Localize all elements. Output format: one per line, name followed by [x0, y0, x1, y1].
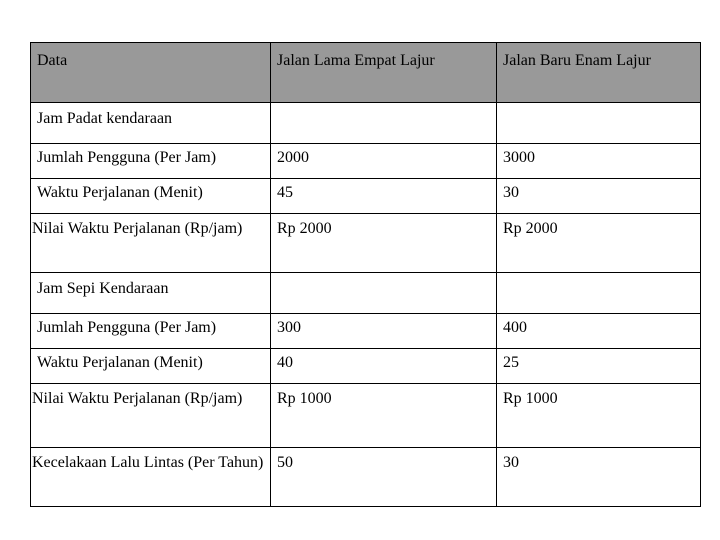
value-new: 400 — [497, 314, 701, 349]
comparison-table-container — [30, 42, 701, 507]
value-new: 30 — [497, 448, 701, 507]
row-label: Waktu Perjalanan (Menit) — [31, 349, 271, 384]
empty-cell — [497, 103, 701, 144]
table-row — [31, 179, 701, 214]
header-row — [31, 43, 701, 103]
section-row — [31, 273, 701, 314]
value-new: Rp 2000 — [497, 214, 701, 273]
value-new: Rp 1000 — [497, 384, 701, 448]
section-title-offpeak: Jam Sepi Kendaraan — [31, 273, 271, 314]
value-old: Rp 2000 — [271, 214, 497, 273]
value-new: 3000 — [497, 144, 701, 179]
row-label: Nilai Waktu Perjalanan (Rp/jam) — [31, 214, 271, 273]
value-old: 50 — [271, 448, 497, 507]
row-label: Nilai Waktu Perjalanan (Rp/jam) — [31, 384, 271, 448]
header-new-road: Jalan Baru Enam Lajur — [497, 43, 701, 103]
table-row — [31, 314, 701, 349]
value-new: 30 — [497, 179, 701, 214]
comparison-table — [30, 42, 701, 507]
table-row — [31, 384, 701, 448]
row-label: Jumlah Pengguna (Per Jam) — [31, 144, 271, 179]
value-new: 25 — [497, 349, 701, 384]
section-title-peak: Jam Padat kendaraan — [31, 103, 271, 144]
table-row — [31, 448, 701, 507]
value-old: 40 — [271, 349, 497, 384]
empty-cell — [271, 103, 497, 144]
header-data: Data — [31, 43, 271, 103]
empty-cell — [271, 273, 497, 314]
empty-cell — [497, 273, 701, 314]
table-row — [31, 144, 701, 179]
row-label: Waktu Perjalanan (Menit) — [31, 179, 271, 214]
row-label: Jumlah Pengguna (Per Jam) — [31, 314, 271, 349]
value-old: 45 — [271, 179, 497, 214]
row-label: Kecelakaan Lalu Lintas (Per Tahun) — [31, 448, 271, 507]
table-row — [31, 214, 701, 273]
value-old: 300 — [271, 314, 497, 349]
section-row — [31, 103, 701, 144]
header-old-road: Jalan Lama Empat Lajur — [271, 43, 497, 103]
value-old: Rp 1000 — [271, 384, 497, 448]
table-row — [31, 349, 701, 384]
value-old: 2000 — [271, 144, 497, 179]
